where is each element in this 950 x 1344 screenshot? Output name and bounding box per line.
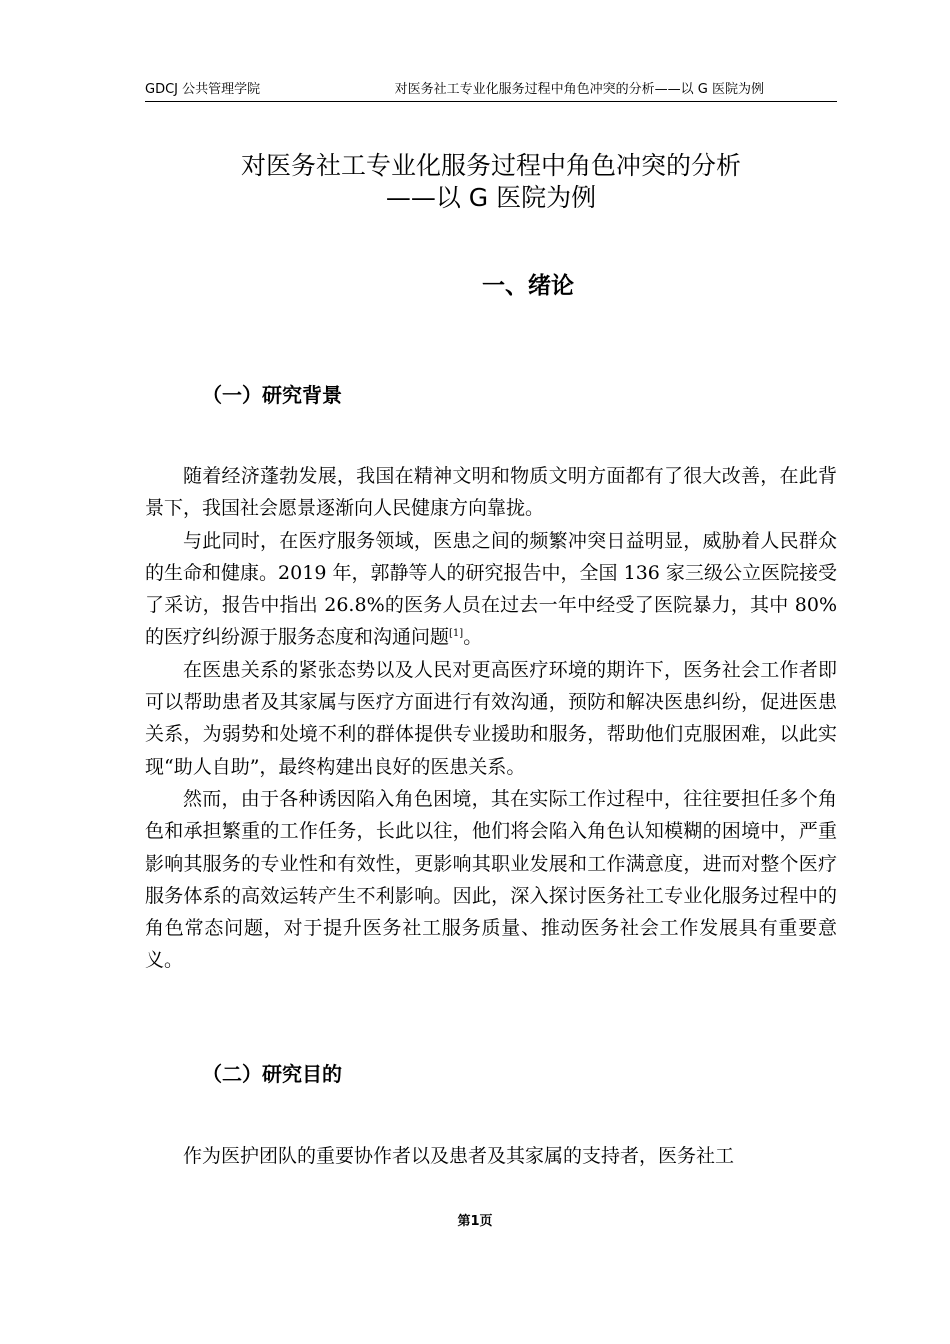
section-heading-background: （一）研究背景: [202, 383, 342, 407]
citation-ref[interactable]: [1]: [449, 628, 464, 640]
paragraph: 在医患关系的紧张态势以及人民对更高医疗环境的期许下，医务社会工作者即可以帮助患者及其家属与医疗方面进行有效沟通，预防和解决医患纠纷，促进医患关系，为弱势和处境不利的群体提供专业援助和服务，帮助他们克服困难，以此实现“助人自助”，最终构建出良好的医患关系。: [145, 658, 837, 778]
paragraph: 作为医护团队的重要协作者以及患者及其家属的支持者，医务社工: [183, 1145, 735, 1167]
paper-title-line-1: 对医务社工专业化服务过程中角色冲突的分析: [240, 151, 741, 180]
paragraph: 然而，由于各种诱因陷入角色困境，其在实际工作过程中，往往要担任多个角色和承担繁重的工作任务，长此以往，他们将会陷入角色认知模糊的困境中，严重影响其服务的专业性和有效性，更影响其职业发展和工作满意度，进而对整个医疗服务体系的高效运转产生不利影响。因此，深入探讨医务社工专业化服务过程中的角色常态问题，对于提升医务社工服务质量、推动医务社会工作发展具有重要意义。: [145, 787, 837, 972]
paragraph-end: 。: [463, 626, 483, 649]
paragraph-text: 与此同时，在医疗服务领域，医患之间的频繁冲突日益明显，威胁着人民群众的生命和健康。2019 年，郭静等人的研究报告中，全国 136 家三级公立医院接受了采访，报告中指出 26.8%的医务人员在过去一年中经受了医院暴力，其中 80%的医疗纠纷源于服务态度和沟通问题: [145, 529, 837, 649]
section-body-background: [145, 460, 837, 977]
section-body-purpose: [145, 1140, 837, 1172]
page-number: 第1页: [457, 1214, 493, 1229]
paper-title-line-2: ——以 G 医院为例: [385, 183, 597, 212]
header-paper-title: 对医务社工专业化服务过程中角色冲突的分析——以 G 医院为例: [394, 82, 764, 97]
header-institution: GDCJ 公共管理学院: [145, 82, 261, 97]
paragraph: [145, 525, 837, 654]
section-heading-purpose: （二）研究目的: [202, 1062, 342, 1086]
running-header: [145, 76, 837, 102]
paragraph: 随着经济蓬勃发展，我国在精神文明和物质文明方面都有了很大改善，在此背景下，我国社会愿景逐渐向人民健康方向靠拢。: [145, 465, 837, 520]
chapter-heading: 一、绪论: [482, 273, 574, 299]
